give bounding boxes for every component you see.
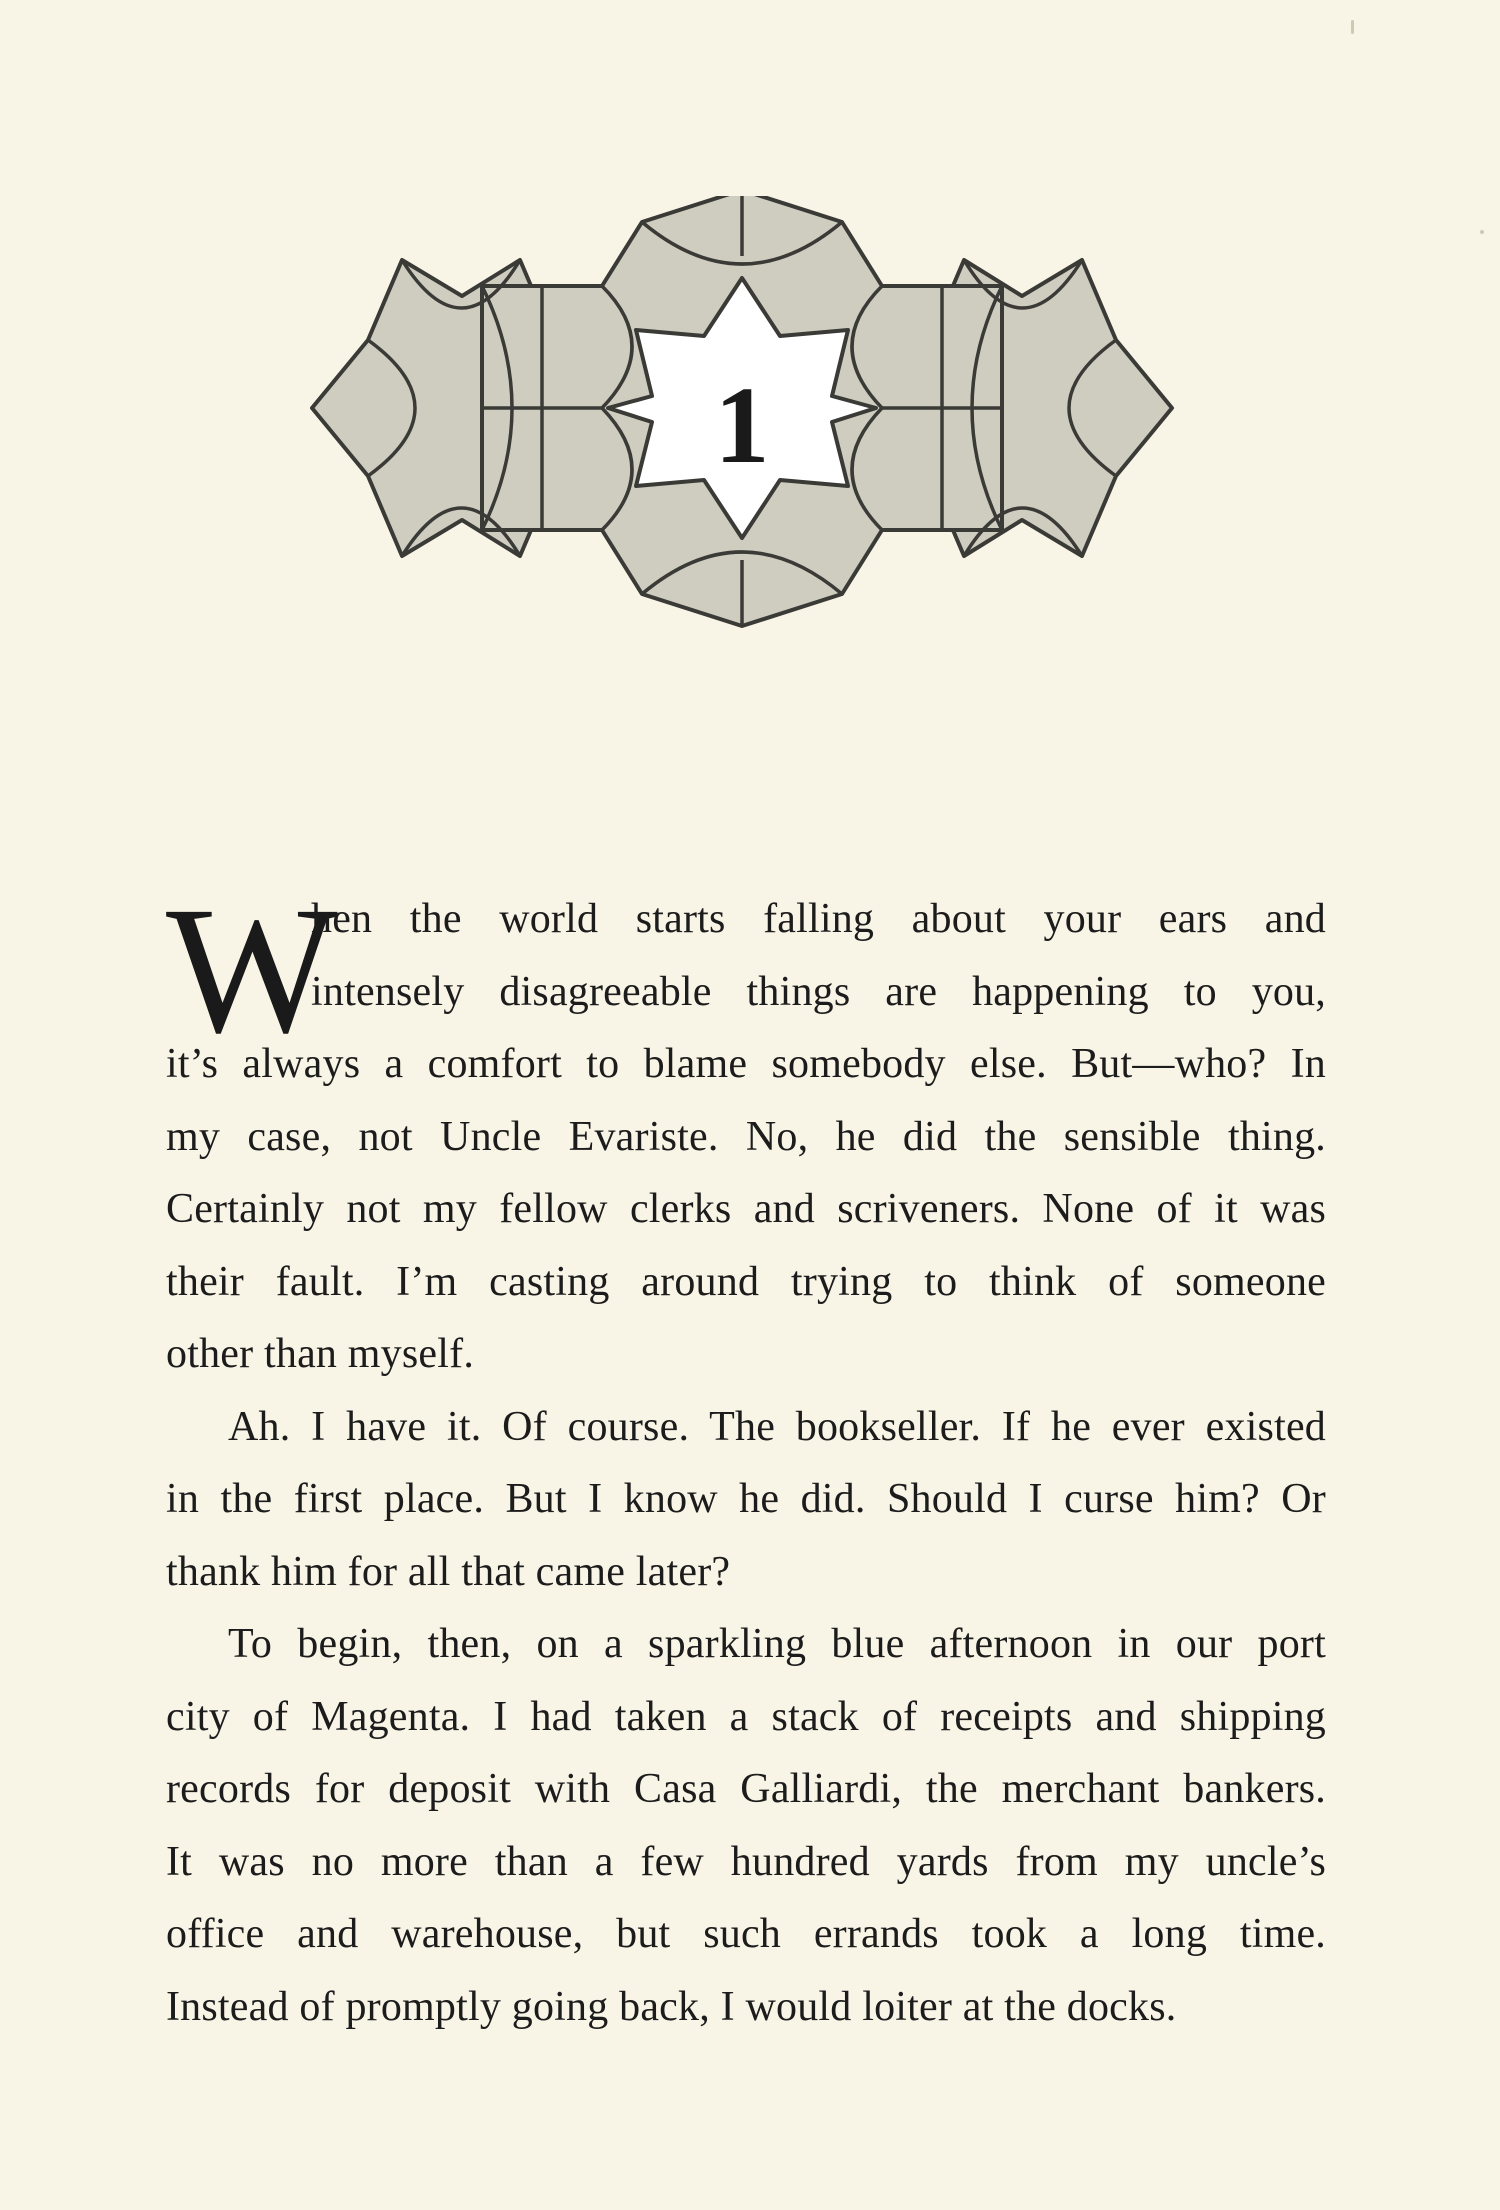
paper-speck (1351, 20, 1354, 34)
chapter-number: 1 (714, 364, 770, 486)
text-line: Certainly not my fellow clerks and scriveners. None of it was (166, 1186, 1326, 1232)
text-line: hen the world starts falling about your ears and (311, 896, 1326, 942)
text-line: It was no more than a few hundred yards from my uncle’s (166, 1838, 1326, 1885)
text-line: city of Magenta. I had taken a stack of receipts and shipping (166, 1693, 1326, 1740)
text-line: records for deposit with Casa Galliardi, the merchant bankers. (166, 1766, 1326, 1812)
text-line: my case, not Uncle Evariste. No, he did the sensible thing. (166, 1113, 1326, 1160)
text-line: thank him for all that came later? (166, 1548, 731, 1595)
text-line: To begin, then, on a sparkling blue afternoon in our port (228, 1621, 1326, 1667)
text-line: in the first place. But I know he did. Should I curse him? Or (166, 1476, 1326, 1522)
paper-speck (1480, 230, 1484, 234)
text-line: their fault. I’m casting around trying to think of someone (166, 1258, 1326, 1305)
text-line: other than myself. (166, 1331, 475, 1377)
text-line: office and warehouse, but such errands took a long time. (166, 1911, 1326, 1957)
chapter-text (166, 883, 1326, 2043)
drop-cap: W (166, 870, 338, 1071)
text-line: Instead of promptly going back, I would loiter at the docks. (166, 1983, 1177, 2030)
text-line: intensely disagreeable things are happening to you, (311, 968, 1326, 1015)
text-line: it’s always a comfort to blame somebody else. But—who? In (166, 1041, 1326, 1087)
text-line: Ah. I have it. Of course. The bookseller. If he ever existed (228, 1403, 1326, 1450)
